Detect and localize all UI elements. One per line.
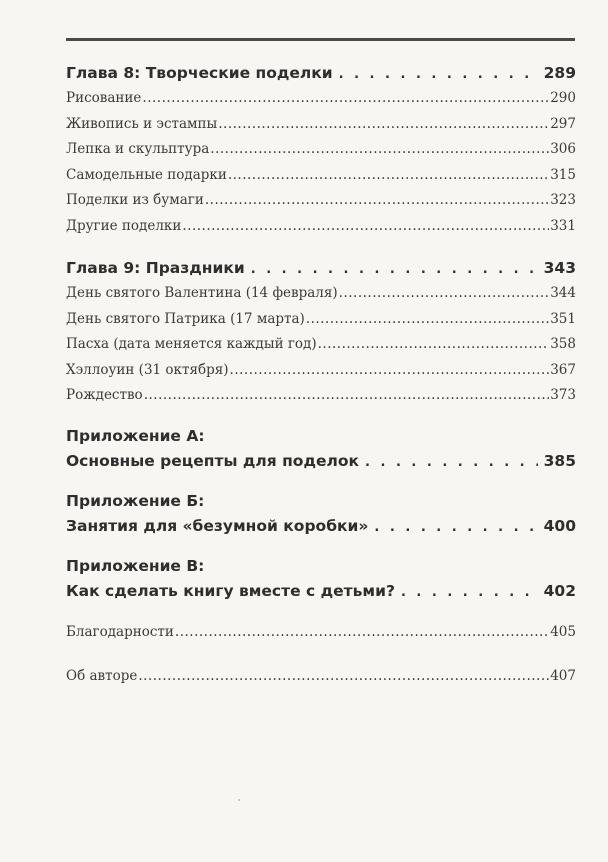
dot-leader [401,585,538,600]
entry-label: Пасха (дата меняется каждый год) [66,336,317,352]
page-number: 351 [550,310,576,327]
entry-label: Поделки из бумаги [66,192,204,208]
chapter-title: Глава 9: Праздники [66,259,245,277]
appendix-title: Занятия для «безумной коробки» [66,516,369,535]
appendix-a[interactable] [66,427,576,478]
toc-entry[interactable] [66,311,576,337]
page-number: 306 [550,141,576,157]
page-number: 400 [543,516,576,535]
toc-entry[interactable] [66,336,576,362]
appendix-title-row [66,452,576,478]
dot-leader [339,285,550,301]
page-number: 402 [543,581,576,600]
page-speck [238,799,240,801]
page-number: 315 [550,166,576,183]
entry-label: Благодарности [66,623,174,640]
page-number: 331 [550,217,576,234]
toc-entry[interactable] [66,116,576,142]
entry-label: Живопись и эстампы [66,115,218,132]
dot-leader [218,116,549,132]
toc-entry-acknowledgements[interactable] [66,624,576,650]
appendix-title-row [66,517,576,543]
entry-label: Рисование [66,90,142,106]
dot-leader [318,336,550,352]
dot-leader [251,262,538,277]
toc-entry[interactable] [66,285,576,311]
dot-leader [205,192,549,208]
page-number: 297 [550,115,576,132]
dot-leader [182,218,549,234]
toc-entry[interactable] [66,167,576,193]
dot-leader [144,387,550,403]
entry-label: Рождество [66,387,143,403]
entry-label: Хэллоуин (31 октября) [66,361,229,378]
toc-entry[interactable] [66,362,576,388]
appendix-label: Приложение В: [66,556,205,575]
dot-leader [138,668,549,684]
chapter-9-heading[interactable] [66,259,576,285]
appendix-title: Основные рецепты для поделок [66,451,360,470]
toc-entry[interactable] [66,141,576,167]
appendix-b[interactable] [66,492,576,543]
page-number: 323 [550,192,576,208]
appendix-title: Как сделать книгу вместе с детьми? [66,581,395,600]
dot-leader [228,167,549,183]
dot-leader [142,90,549,106]
entry-label: Другие поделки [66,217,182,234]
appendix-c[interactable] [66,557,576,608]
dot-leader [306,311,549,327]
entry-label: День святого Валентина (14 февраля) [66,285,338,301]
toc-entry[interactable] [66,90,576,116]
page-number: 373 [550,387,576,403]
page-number: 407 [550,668,576,684]
dot-leader [365,455,538,470]
dot-leader [210,141,549,157]
toc-entry[interactable] [66,218,576,244]
page-number: 289 [543,64,576,82]
chapter-title: Глава 8: Творческие поделки [66,64,333,82]
dot-leader [374,520,537,535]
dot-leader [175,624,549,640]
toc-entry[interactable] [66,387,576,413]
top-rule [66,38,575,41]
table-of-contents [66,64,576,694]
appendix-label: Приложение А: [66,426,205,445]
page-number: 358 [550,336,576,352]
page-number: 290 [550,90,576,106]
page-number: 344 [550,285,576,301]
page-number: 405 [550,623,576,640]
entry-label: Лепка и скульптура [66,141,210,157]
toc-entry-about-author[interactable] [66,668,576,694]
entry-label: Самодельные подарки [66,166,227,183]
page-number: 385 [543,451,576,470]
page-number: 367 [550,361,576,378]
chapter-8-heading[interactable] [66,64,576,90]
appendix-label: Приложение Б: [66,491,205,510]
toc-entry[interactable] [66,192,576,218]
entry-label: День святого Патрика (17 марта) [66,310,305,327]
page-number: 343 [543,259,576,277]
appendix-title-row [66,582,576,608]
dot-leader [230,362,550,378]
entry-label: Об авторе [66,668,138,684]
dot-leader [339,67,538,82]
